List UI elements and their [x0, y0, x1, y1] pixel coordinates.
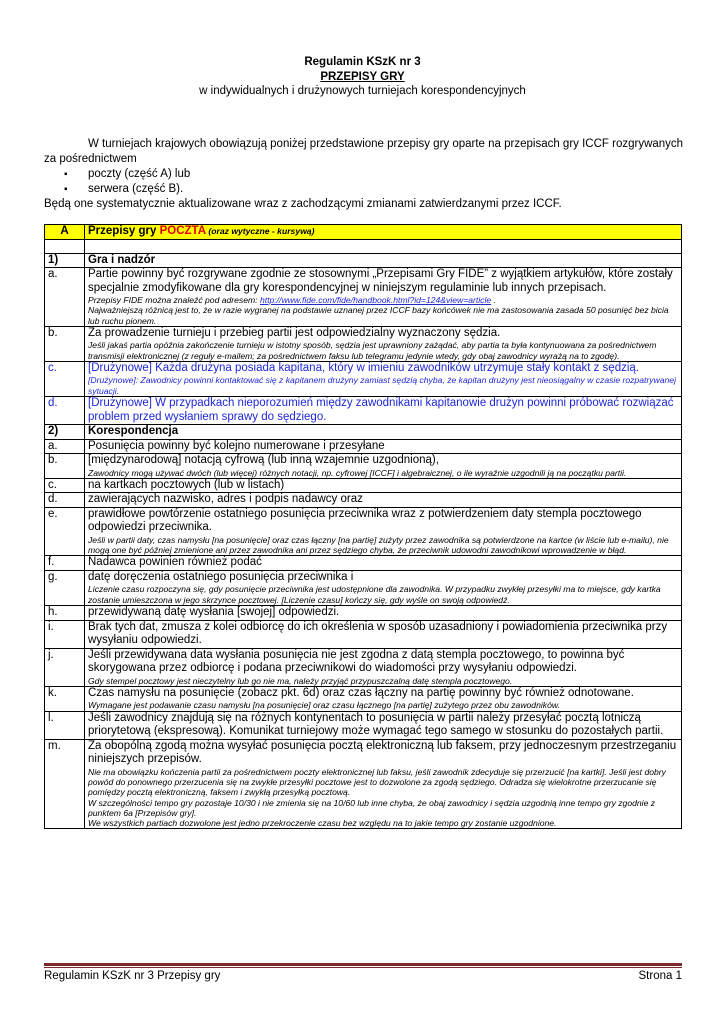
table-row	[45, 326, 682, 361]
rule-text: Czas namysłu na posunięcie (zobacz pkt. 6d) oraz czas łączny na partię powinny być również odnotowane.	[88, 686, 634, 699]
table-row	[45, 606, 682, 621]
row-content	[85, 648, 682, 686]
table-row	[45, 454, 682, 479]
rule-note: Wymagane jest podawanie czasu namysłu [na posunięcie] oraz czasu łącznego [na partię] zużytego przez obu zawodników.	[88, 700, 560, 711]
subsection-number: 2)	[45, 425, 85, 440]
table-row	[45, 397, 682, 425]
row-label: a.	[45, 439, 85, 454]
rule-text: przewidywaną datę wysłania [swojej] odpowiedzi.	[85, 606, 682, 621]
row-label: g.	[45, 570, 85, 605]
section-title-text: Przepisy gry	[88, 225, 160, 237]
intro-bullet-list	[44, 167, 684, 197]
row-label: k.	[45, 686, 85, 711]
table-row	[45, 556, 682, 571]
rule-text: Brak tych dat, zmusza z kolei odbiorcę do ich określenia w sposób uzasadniony i powiadomienia przeciwnika przy wysyłaniu odpowiedzi.	[85, 620, 682, 648]
row-label: e.	[45, 507, 85, 556]
rule-note: Gdy stempel pocztowy jest nieczytelny lub go nie ma, należy przyjąć przypuszczalną datę stempla pocztowego.	[88, 675, 513, 686]
row-label: a.	[45, 268, 85, 327]
row-label: b.	[45, 326, 85, 361]
rule-text: [Drużynowe] Każda drużyna posiada kapitana, który w imieniu zawodników utrzymuje stały kontakt z sędzią.	[88, 361, 639, 374]
rule-text: [międzynarodową] notacją cyfrową (lub inną wzajemnie uzgodnioną),	[88, 454, 439, 467]
rule-text: na kartkach pocztowych (lub w listach)	[85, 478, 682, 493]
intro-section	[44, 137, 684, 212]
rule-note: Jeśli jakaś partia opóźnia zakończenie turnieju w istotny sposób, sędzia jest uprawniony zażądać, aby partia ta była kontynuowana za pośrednictwem transmisji elektronicznej (z reguły e-mailem; za pośrednictwem faksu lub telegramu jedynie wtedy, gdy obaj zawodnicy wyrażą na to zgodę).	[88, 340, 657, 361]
rule-note: Liczenie czasu rozpoczyna się, gdy posunięcie przeciwnika jest udostępnione dla zawodnika. W przypadku zwykłej przesyłki ma to miejsce, gdy kartka zostanie umieszczona w jego skrzynce pocztowej. [Liczenie czasu] kończy się, gdy wyśle on swoją odpowiedź.	[88, 584, 661, 605]
rule-text: Nadawca powinien również podać	[85, 556, 682, 571]
rules-table	[44, 224, 682, 829]
rule-text: Jeśli przewidywana data wysłania posunięcia nie jest zgodna z datą stempla pocztowego, to powinna być skorygowana przez odbiorcę i podana przeciwnikowi do wiadomości przy wysyłaniu odpowiedzi.	[88, 648, 625, 675]
table-row	[45, 361, 682, 396]
rule-text: Za prowadzenie turnieju i przebieg partii jest odpowiedzialny wyznaczony sędzia.	[88, 326, 501, 339]
rule-note: Nie ma obowiązku kończenia partii za pośrednictwem poczty elektronicznej lub faksu, jeśli zawodnik zdecyduje się przerzucić [na kartki]. Jeśli jest dobry powód do ponownego przerzucenia się na zwykłe przesyłki pocztowe jest to dozwolone za zgodą sędziego. Odradza się wielokrotne przerzucanie się pomiędzy pocztą elektroniczną, faksem i zwykłą przesyłką pocztową.	[88, 766, 666, 798]
row-label: c.	[45, 361, 85, 396]
rule-note: Zawodnicy mogą używać dwóch (lub więcej) różnych notacji, np. cyfrowej [ICCF] i algebraicznej, o ile wyraźnie uzgodnili ją na początku partii.	[88, 467, 627, 478]
rule-note: Przepisy FIDE można znaleźć pod adresem: http://www.fide.com/fide/handbook.html?id=124&view=article .	[88, 295, 496, 305]
subsection-title: Korespondencja	[85, 425, 682, 440]
fide-handbook-link[interactable]: http://www.fide.com/fide/handbook.html?id=124&view=article	[259, 295, 492, 305]
row-label: b.	[45, 454, 85, 479]
rule-text: [Drużynowe] W przypadkach nieporozumień między zawodnikami kapitanowie drużyn powinni próbować rozwiązać problem przed wysłaniem sprawy do sędziego.	[85, 397, 682, 425]
bullet-item: ▪ serwera (część B).	[44, 182, 684, 197]
rule-note: W szczególności tempo gry pozostaje 10/30 i nie zmienia się na 10/60 lub inne chyba, że obaj zawodnicy i sędzia uzgodnią inne tempo gry zgodnie z punktem 6a [Przepisów gry].	[88, 797, 656, 818]
row-content	[85, 570, 682, 605]
bullet-item: ▪ poczty (część A) lub	[44, 167, 684, 182]
table-row	[45, 478, 682, 493]
row-content	[85, 326, 682, 361]
intro-closing: Będą one systematycznie aktualizowane wraz z zachodzącymi zmianami zatwierdzanymi przez ICCF.	[44, 198, 562, 210]
table-row	[45, 507, 682, 556]
document-scope: w indywidualnych i drużynowych turniejach korespondencyjnych	[199, 85, 526, 97]
table-row	[45, 268, 682, 327]
subsection-row	[45, 253, 682, 268]
rule-text: zawierających nazwisko, adres i podpis nadawcy oraz	[85, 493, 682, 508]
section-title-highlight: POCZTA	[159, 225, 207, 237]
rule-text: Jeśli zawodnicy znajdują się na różnych kontynentach to posunięcia w partii należy przesyłać pocztą lotniczą priorytetową (ekspresową). Komunikat turniejowy może wymagać tego samego w stosunku do pozostałych partii.	[85, 711, 682, 739]
subsection-row	[45, 425, 682, 440]
rule-note: Jeśli w partii daty, czas namysłu [na posunięcie] oraz czas łączny [na partię] zużyty przez zawodnika są potwierdzone na kartce (w liście lub e-mailu), nie mogą one być później zmienione ani przez zawodnika ani przez sędziego chyba, że przeciwnik udowodni zawodnikowi wprowadzenie w błąd.	[88, 534, 669, 556]
rule-text: prawidłowe powtórzenie ostatniego posunięcia przeciwnika wraz z potwierdzeniem daty stempla pocztowego odpowiedzi przeciwnika.	[88, 507, 642, 534]
table-row	[45, 570, 682, 605]
table-row	[45, 739, 682, 829]
section-title-note: (oraz wytyczne - kursywą)	[206, 226, 315, 236]
row-label: l.	[45, 711, 85, 739]
table-row	[45, 648, 682, 686]
subsection-number: 1)	[45, 253, 85, 268]
footer-document-name: Regulamin KSzK nr 3 Przepisy gry	[44, 970, 221, 982]
row-label: f.	[45, 556, 85, 571]
rule-note: We wszystkich partiach dozwolone jest jedno przekroczenie czasu bez względu na to jakie tempo gry zostanie uzgodnione.	[88, 818, 557, 829]
section-letter: A	[45, 225, 85, 240]
row-label: d.	[45, 493, 85, 508]
empty-row	[45, 239, 682, 253]
document-header	[0, 55, 725, 99]
row-content	[85, 454, 682, 479]
row-label: i.	[45, 620, 85, 648]
table-row	[45, 620, 682, 648]
row-label: h.	[45, 606, 85, 621]
row-content	[85, 686, 682, 711]
section-title	[85, 225, 682, 240]
row-content	[85, 507, 682, 556]
row-content	[85, 739, 682, 829]
document-title: Regulamin KSzK nr 3	[304, 56, 421, 68]
rule-text: Posunięcia powinny być kolejno numerowane i przesyłane	[85, 439, 682, 454]
intro-paragraph: W turniejach krajowych obowiązują poniżej przedstawione przepisy gry oparte na przepisach gry ICCF rozgrywanych za pośrednictwem	[44, 138, 684, 165]
table-row	[45, 493, 682, 508]
footer-divider	[44, 963, 682, 966]
rule-text: Za obopólną zgodą można wysyłać posunięcia pocztą elektroniczną lub faksem, przy jednoczesnym przestrzeganiu niniejszych przepisów.	[88, 739, 677, 766]
table-header-row	[45, 225, 682, 240]
row-label: m.	[45, 739, 85, 829]
row-label: j.	[45, 648, 85, 686]
table-row	[45, 439, 682, 454]
row-content	[85, 361, 682, 396]
rule-note: [Drużynowe]: Zawodnicy powinni kontaktować się z kapitanem drużyny zamiast sędzią chyba, że kapitan drużyny jest nieosiągalny w czasie rozpatrywanej sytuacji.	[88, 375, 676, 396]
footer-divider-thin	[44, 967, 682, 968]
table-row	[45, 711, 682, 739]
document-subtitle: PRZEPISY GRY	[320, 70, 405, 83]
rule-text: datę doręczenia ostatniego posunięcia przeciwnika i	[88, 570, 354, 583]
rule-note: Najważniejszą różnicą jest to, że w razie wygranej na podstawie uznanej przez ICCF bazy końcówek nie ma zastosowania zasada 50 posunięć bez bicia lub ruchu pionem.	[88, 305, 669, 326]
row-label: c.	[45, 478, 85, 493]
row-content	[85, 268, 682, 327]
subsection-title: Gra i nadzór	[85, 253, 682, 268]
table-row	[45, 686, 682, 711]
footer-page-number: Strona 1	[638, 970, 682, 982]
rule-text: Partie powinny być rozgrywane zgodnie ze stosownymi „Przepisami Gry FIDE” z wyjątkiem artykułów, które zostały specjalnie zmodyfikowane dla gry korespondencyjnej w niniejszym regulaminie lub innych przepisach.	[88, 268, 673, 294]
row-label: d.	[45, 397, 85, 425]
